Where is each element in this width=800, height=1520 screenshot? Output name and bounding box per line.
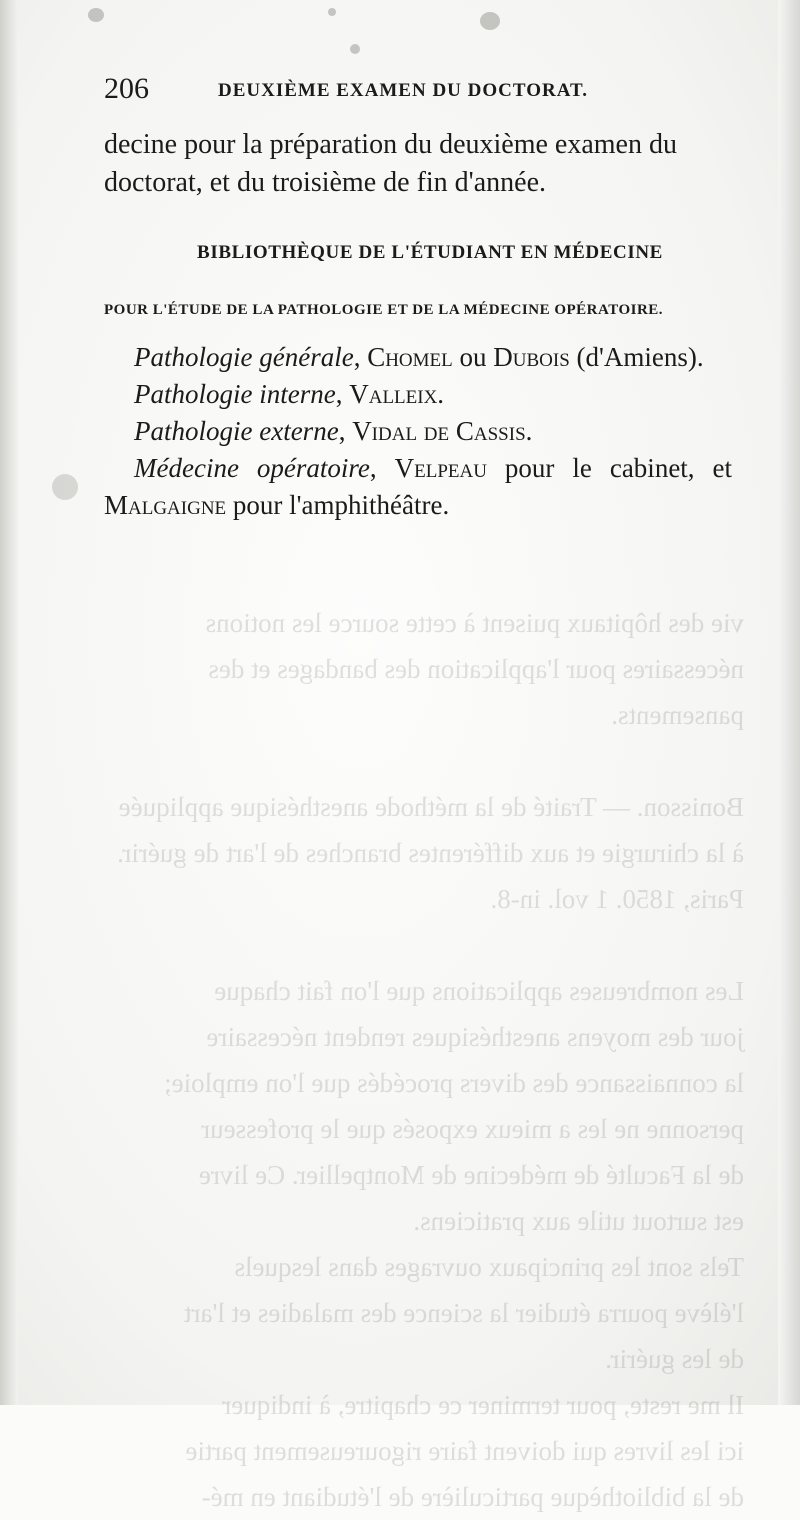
bleed-through-text: vie des hôpitaux puisent à cette source les notions nécessaires pour l'application des bandages et des pansements. Bonisson. — Traité de la méthode anesthésique appliquée à la chirurgie et aux différentes branches de l'art de guérir. Paris, 1850. 1 vol. in-8. Les nombreuses applications que l'on fait chaque jour des moyens anesthésiques rendent nécessaire la connaissance des divers procédés que l'on emploie; personne ne les a mieux exposés que le professeur de la Faculté de médecine de Montpellier. Ce livre est surtout utile aux praticiens. Tels sont les principaux ouvrages dans lesquels l'élève pourra étudier la science des maladies et l'art de les guérir. Il me reste, pour terminer ce chapitre, à indiquer ici les livres qui doivent faire rigoureusement partie de la bibliothèque particulière de l'étudiant en mé- <box>117 608 744 1512</box>
book-entry: Pathologie interne, Valleix. <box>134 379 445 409</box>
author-connector: ou <box>452 342 494 372</box>
entry-suffix: (d'Amiens). <box>569 342 704 372</box>
running-title: DEUXIÈME EXAMEN DU DOCTORAT. <box>218 80 589 101</box>
book-author: Valleix. <box>349 379 445 409</box>
book-author: Dubois <box>493 342 570 372</box>
book-author: Chomel <box>367 342 453 372</box>
scan-speck <box>328 8 336 16</box>
scan-speck <box>350 44 360 54</box>
book-entry: Médecine opératoire, Velpeau pour le cabinet, et <box>134 453 733 483</box>
scan-speck <box>52 474 78 500</box>
intro-paragraph <box>104 126 732 202</box>
text-line: decine pour la préparation du deuxième examen du <box>104 129 677 160</box>
book-author: Malgaigne <box>104 490 227 520</box>
book-subject: Médecine opératoire <box>134 453 370 483</box>
entry-suffix: pour l'amphithéâtre. <box>226 490 450 520</box>
book-subject: Pathologie interne <box>134 379 336 409</box>
scan-speck <box>88 8 104 22</box>
page-content <box>104 70 732 524</box>
page-number: 206 <box>104 72 149 105</box>
book-list <box>104 339 732 524</box>
section-subheading: POUR L'ÉTUDE DE LA PATHOLOGIE ET DE LA MÉDECINE OPÉRATOIRE. <box>104 302 664 318</box>
book-subject: Pathologie externe <box>134 416 339 446</box>
book-entry: Pathologie générale, Chomel ou Dubois (d'Amiens). <box>134 342 704 372</box>
section-heading: BIBLIOTHÈQUE DE L'ÉTUDIANT EN MÉDECINE <box>197 242 663 263</box>
book-author: Velpeau <box>394 453 487 483</box>
page-left-shadow <box>0 0 18 1405</box>
book-author: Vidal de Cassis. <box>352 416 533 446</box>
book-subject: Pathologie générale <box>134 342 354 372</box>
entry-suffix: pour le cabinet, et <box>486 453 733 483</box>
book-entry-continuation <box>104 487 732 524</box>
text-line: doctorat, et du troisième de fin d'année. <box>104 167 546 198</box>
book-entry: Pathologie externe, Vidal de Cassis. <box>134 416 533 446</box>
page-header <box>104 70 732 110</box>
scan-speck <box>480 12 500 30</box>
page-right-shadow <box>778 0 800 1405</box>
